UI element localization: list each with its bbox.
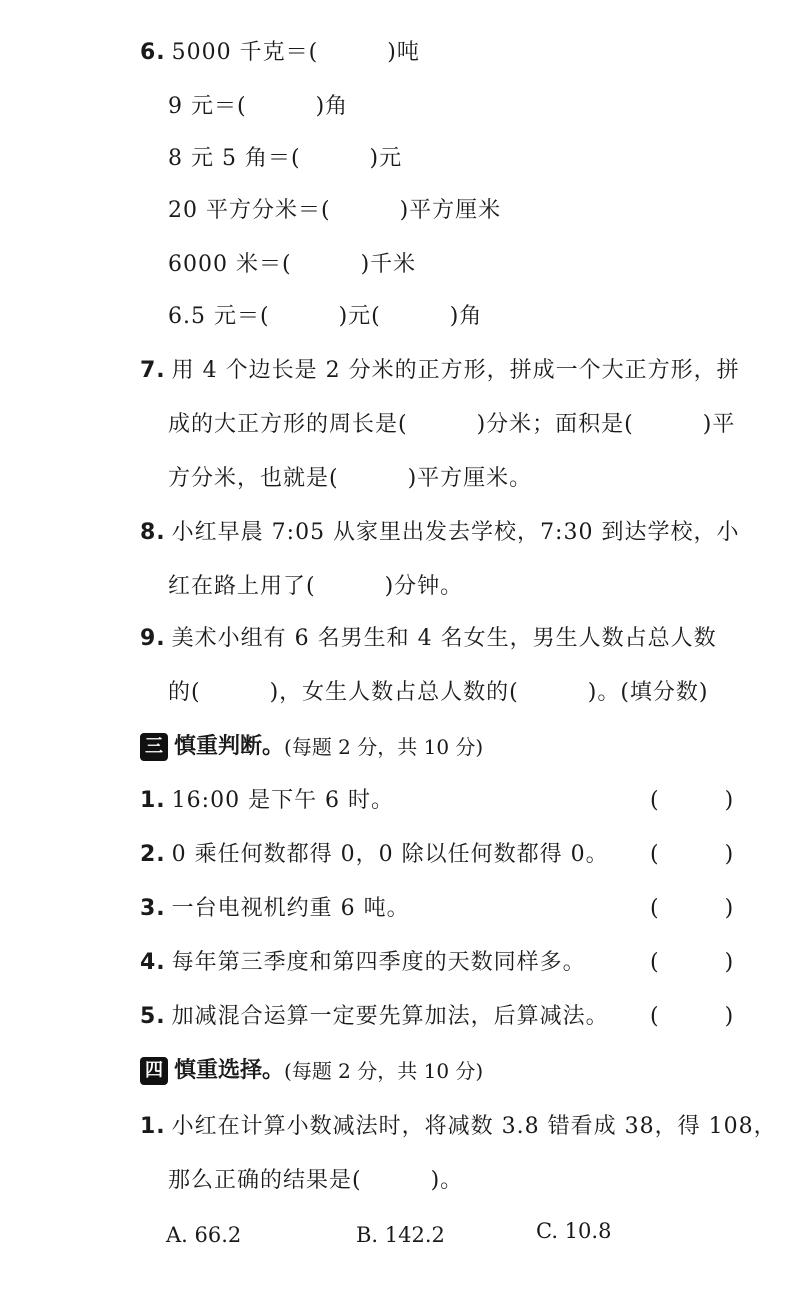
q9-line-1 [140, 624, 717, 654]
choice-q1-line-2: 那么正确的结果是( )。 [168, 1168, 464, 1193]
section-4-header [140, 1056, 483, 1086]
question-number: 7. [140, 358, 166, 383]
q6-line-1 [140, 38, 420, 68]
question-number: 8. [140, 520, 166, 545]
judge-item-4 [140, 948, 586, 978]
q6-line-5: 6000 米＝( )千米 [168, 252, 417, 277]
choice-option-b[interactable]: B. 142.2 [356, 1223, 445, 1247]
choice-option-a[interactable]: A. 66.2 [166, 1223, 242, 1247]
answer-paren[interactable]: ( ) [650, 896, 734, 921]
choice-q1-text-1: 小红在计算小数减法时，将减数 3.8 错看成 38，得 108， [171, 1114, 777, 1139]
choice-q1-line-1 [140, 1112, 777, 1142]
judge-text: 16:00 是下午 6 时。 [171, 788, 395, 813]
answer-paren[interactable]: ( ) [650, 788, 734, 813]
q8-line-2: 红在路上用了( )分钟。 [168, 574, 464, 599]
question-number: 6. [140, 40, 166, 65]
section-4-badge: 四 [140, 1057, 168, 1085]
judge-text: 加减混合运算一定要先算加法，后算减法。 [171, 1004, 609, 1029]
section-4-note: (每题 2 分，共 10 分) [284, 1059, 484, 1083]
section-3-note: (每题 2 分，共 10 分) [284, 735, 484, 759]
section-4-title: 慎重选择。 [174, 1058, 285, 1083]
q6-line-2: 9 元＝( )角 [168, 94, 349, 119]
question-number: 1. [140, 1114, 166, 1139]
q9-line-2: 的( )，女生人数占总人数的( )。(填分数) [168, 680, 709, 705]
judge-item-2 [140, 840, 609, 870]
judge-text: 一台电视机约重 6 吨。 [171, 896, 410, 921]
answer-paren[interactable]: ( ) [650, 1004, 734, 1029]
q7-line-2: 成的大正方形的周长是( )分米；面积是( )平 [168, 412, 736, 437]
question-number: 4. [140, 950, 166, 975]
judge-item-5 [140, 1002, 609, 1032]
q8-text-1: 小红早晨 7:05 从家里出发去学校，7:30 到达学校，小 [171, 520, 740, 545]
choice-option-c[interactable]: C. 10.8 [536, 1219, 612, 1243]
question-number: 1. [140, 788, 166, 813]
answer-paren[interactable]: ( ) [650, 842, 734, 867]
section-3-header [140, 732, 483, 762]
question-number: 3. [140, 896, 166, 921]
q6-line-4: 20 平方分米＝( )平方厘米 [168, 198, 502, 223]
q7-line-1 [140, 356, 740, 386]
answer-paren[interactable]: ( ) [650, 950, 734, 975]
judge-item-3 [140, 894, 410, 924]
section-3-badge: 三 [140, 733, 168, 761]
judge-item-1 [140, 786, 394, 816]
judge-text: 每年第三季度和第四季度的天数同样多。 [171, 950, 586, 975]
question-number: 2. [140, 842, 166, 867]
section-3-title: 慎重判断。 [174, 734, 285, 759]
q6-line-6: 6.5 元＝( )元( )角 [168, 304, 483, 329]
q6-text-1: 5000 千克＝( )吨 [171, 40, 420, 65]
judge-text: 0 乘任何数都得 0，0 除以任何数都得 0。 [171, 842, 609, 867]
question-number: 5. [140, 1004, 166, 1029]
q6-line-3: 8 元 5 角＝( )元 [168, 146, 403, 171]
question-number: 9. [140, 626, 166, 651]
q7-line-3: 方分米，也就是( )平方厘米。 [168, 466, 533, 491]
q7-text-1: 用 4 个边长是 2 分米的正方形，拼成一个大正方形，拼 [171, 358, 740, 383]
q8-line-1 [140, 518, 739, 548]
q9-text-1: 美术小组有 6 名男生和 4 名女生，男生人数占总人数 [171, 626, 717, 651]
